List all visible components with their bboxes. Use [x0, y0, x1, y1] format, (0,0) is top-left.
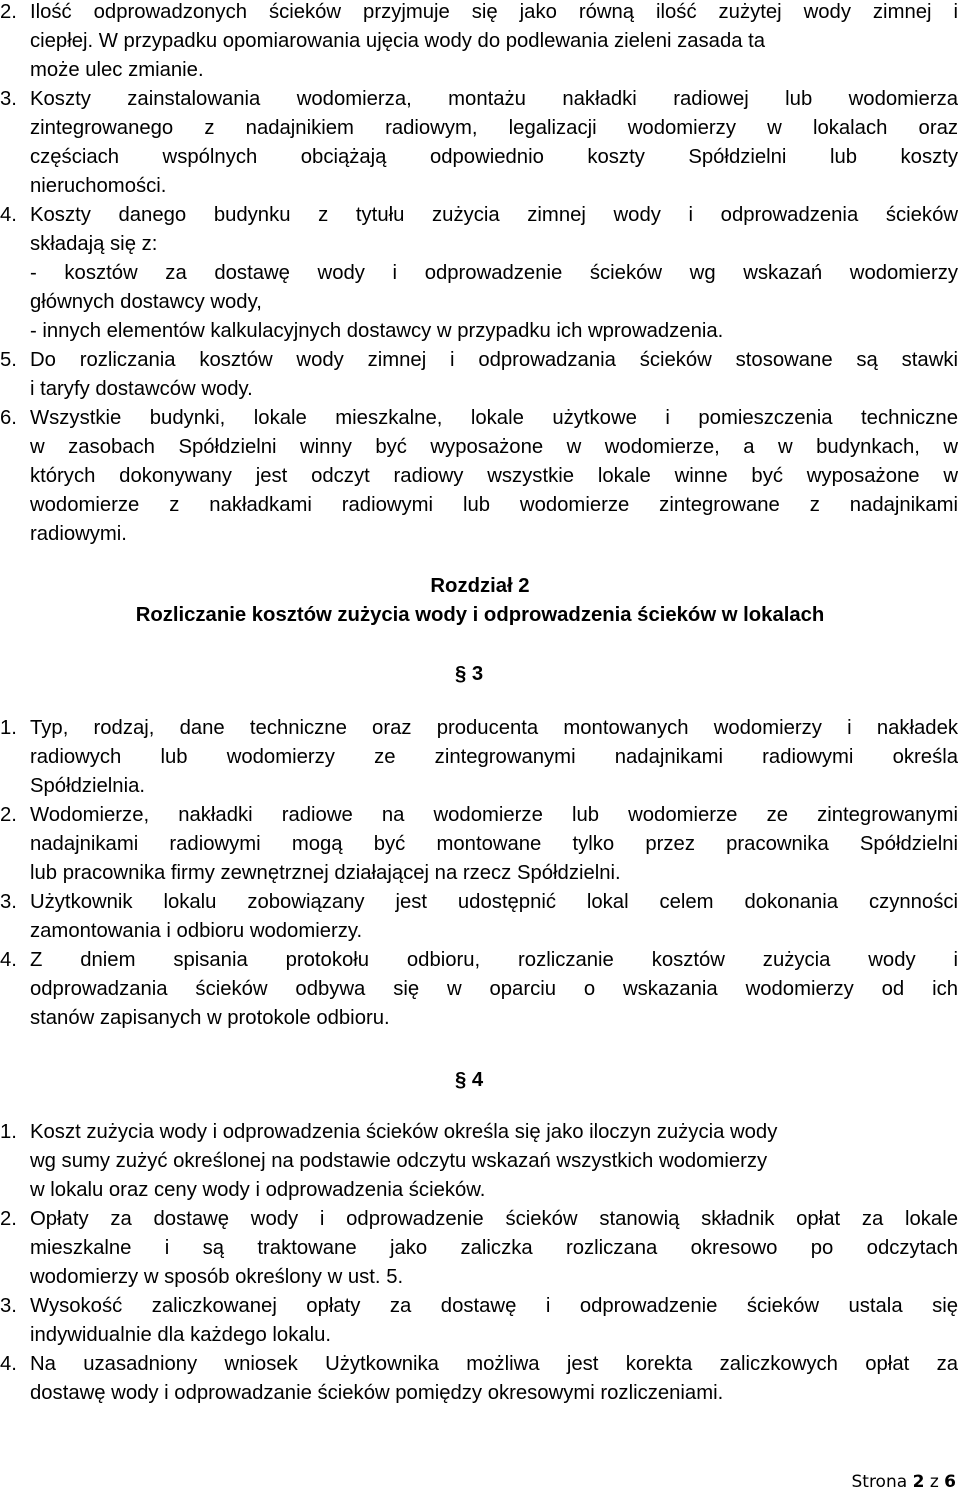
item-text-line: stanów zapisanych w protokole odbioru.	[30, 1007, 390, 1029]
item-number: 3.	[0, 88, 17, 110]
section-3-heading: § 3	[455, 663, 484, 685]
item-text-line: radiowych lub wodomierzy ze zintegrowanymi nadajnikami radiowymi określa	[30, 746, 958, 768]
item-text-line: ciepłej. W przypadku opomiarowania ujęcia wody do podlewania zieleni zasada ta	[30, 30, 766, 52]
item-number: 2.	[0, 1208, 17, 1230]
item-number: 3.	[0, 891, 17, 913]
item-number: 2.	[0, 1, 17, 23]
footer-total: 6	[944, 1472, 956, 1492]
item-text-line: mieszkalne i są traktowane jako zaliczka rozliczana okresowo po odczytach	[30, 1237, 958, 1259]
item-text-line: Wodomierze, nakładki radiowe na wodomierze lub wodomierze ze zintegrowanymi	[30, 804, 958, 826]
item-text-line: Ilość odprowadzonych ścieków przyjmuje się jako równą ilość zużytej wody zimnej i	[30, 1, 958, 23]
item-text-line: częściach wspólnych obciążają odpowiednio koszty Spółdzielni lub koszty	[30, 146, 958, 168]
item-text-line: składają się z:	[30, 233, 158, 255]
item-text-line: - innych elementów kalkulacyjnych dostawcy w przypadku ich wprowadzenia.	[30, 320, 724, 342]
item-text-line: wg sumy zużyć określonej na podstawie odczytu wskazań wszystkich wodomierzy	[30, 1150, 768, 1172]
item-text-line: Koszty zainstalowania wodomierza, montażu nakładki radiowej lub wodomierza	[30, 88, 958, 110]
footer-prefix: Strona	[851, 1472, 908, 1492]
item-text-line: których dokonywany jest odczyt radiowy wszystkie lokale winne być wyposażone w	[30, 465, 958, 487]
item-text-line: Użytkownik lokalu zobowiązany jest udostępnić lokal celem dokonania czynności	[30, 891, 958, 913]
item-text-line: odprowadzania ścieków odbywa się w oparciu o wskazania wodomierzy od ich	[30, 978, 958, 1000]
item-text-line: nadajnikami radiowymi mogą być montowane tylko przez pracownika Spółdzielni	[30, 833, 958, 855]
chapter-title: Rozliczanie kosztów zużycia wody i odprowadzenia ścieków w lokalach	[135, 604, 825, 626]
item-text-line: może ulec zmianie.	[30, 59, 204, 81]
page-footer	[851, 1470, 956, 1494]
item-number: 4.	[0, 1353, 17, 1375]
item-text-line: dostawę wody i odprowadzanie ścieków pomiędzy okresowymi rozliczeniami.	[30, 1382, 724, 1404]
item-number: 3.	[0, 1295, 17, 1317]
item-text-line: Wszystkie budynki, lokale mieszkalne, lokale użytkowe i pomieszczenia techniczne	[30, 407, 958, 429]
item-text-line: Na uzasadniony wniosek Użytkownika możliwa jest korekta zaliczkowych opłat za	[30, 1353, 958, 1375]
item-text-line: w zasobach Spółdzielni winny być wyposażone w wodomierze, a w budynkach, w	[30, 436, 958, 458]
item-text-line: Koszt zużycia wody i odprowadzenia ścieków określa się jako iloczyn zużycia wody	[30, 1121, 778, 1143]
footer-sep: z	[929, 1472, 939, 1492]
item-text-line: w lokalu oraz ceny wody i odprowadzenia ścieków.	[30, 1179, 486, 1201]
item-text-line: lub pracownika firmy zewnętrznej działającej na rzecz Spółdzielni.	[30, 862, 621, 884]
section-4-heading: § 4	[455, 1069, 484, 1091]
item-text-line: zintegrowanego z nadajnikiem radiowym, legalizacji wodomierzy w lokalach oraz	[30, 117, 958, 139]
item-text-line: radiowymi.	[30, 523, 127, 545]
item-text-line: indywidualnie dla każdego lokalu.	[30, 1324, 332, 1346]
item-number: 2.	[0, 804, 17, 826]
item-number: 6.	[0, 407, 17, 429]
footer-page: 2	[912, 1472, 925, 1492]
item-number: 1.	[0, 717, 17, 739]
item-text-line: Koszty danego budynku z tytułu zużycia zimnej wody i odprowadzenia ścieków	[30, 204, 958, 226]
chapter-label: Rozdział 2	[430, 575, 530, 597]
item-number: 4.	[0, 949, 17, 971]
item-text-line: i taryfy dostawców wody.	[30, 378, 253, 400]
item-text-line: wodomierzy w sposób określony w ust. 5.	[30, 1266, 404, 1288]
item-text-line: Opłaty za dostawę wody i odprowadzenie ścieków stanowią składnik opłat za lokale	[30, 1208, 958, 1230]
item-text-line: Z dniem spisania protokołu odbioru, rozliczanie kosztów zużycia wody i	[30, 949, 958, 971]
item-number: 4.	[0, 204, 17, 226]
item-text-line: wodomierze z nakładkami radiowymi lub wodomierze zintegrowane z nadajnikami	[30, 494, 958, 516]
item-text-line: Typ, rodzaj, dane techniczne oraz producenta montowanych wodomierzy i nakładek	[30, 717, 958, 739]
item-text-line: zamontowania i odbioru wodomierzy.	[30, 920, 363, 942]
item-text-line: Wysokość zaliczkowanej opłaty za dostawę i odprowadzenie ścieków ustala się	[30, 1295, 958, 1317]
item-number: 1.	[0, 1121, 17, 1143]
item-text-line: - kosztów za dostawę wody i odprowadzenie ścieków wg wskazań wodomierzy	[30, 262, 958, 284]
item-text-line: Do rozliczania kosztów wody zimnej i odprowadzania ścieków stosowane są stawki	[30, 349, 958, 371]
item-number: 5.	[0, 349, 17, 371]
item-text-line: Spółdzielnia.	[30, 775, 146, 797]
item-text-line: głównych dostawcy wody,	[30, 291, 262, 313]
item-text-line: nieruchomości.	[30, 175, 167, 197]
